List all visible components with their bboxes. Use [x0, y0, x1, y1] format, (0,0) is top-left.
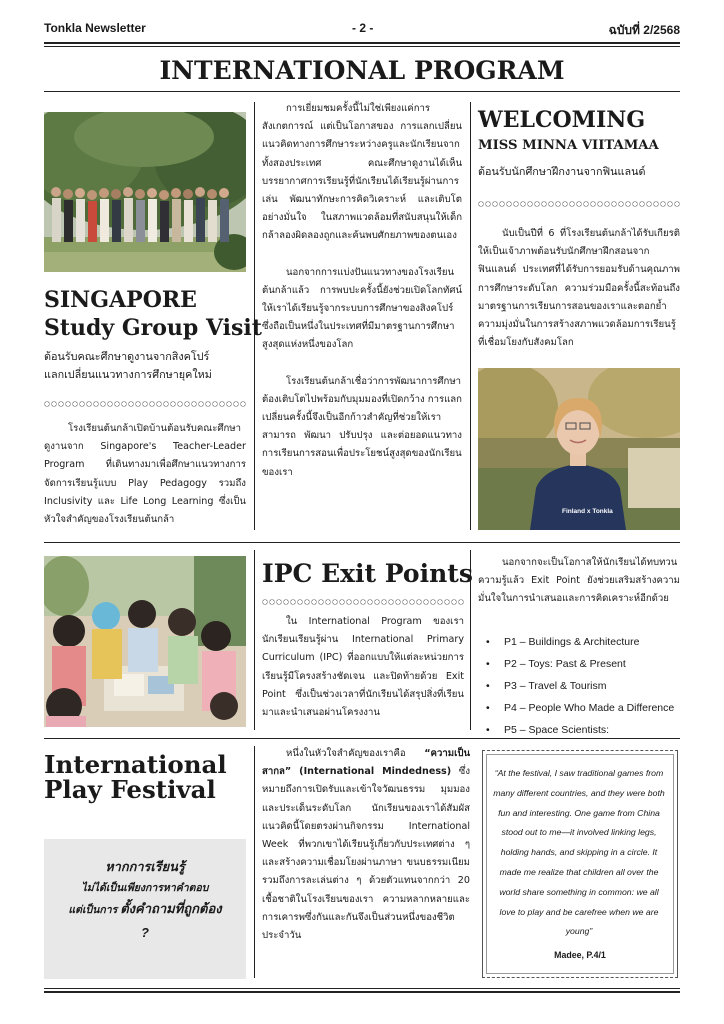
singapore-subtitle-line1: ต้อนรับคณะศึกษาดูงานจากสิงคโปร์	[44, 350, 210, 363]
singapore-body	[44, 420, 246, 547]
section-divider	[44, 738, 680, 739]
festival-title-line1: International	[44, 750, 227, 779]
festival-body-text	[262, 745, 470, 945]
ipc-students-photo	[44, 556, 246, 727]
box-line-3	[44, 898, 246, 921]
page-title: INTERNATIONAL PROGRAM	[159, 56, 565, 85]
ipc-point-item: • P2 – Toys: Past & Present	[478, 653, 680, 675]
quote-author: Madee, P.4/1	[554, 950, 606, 960]
welcoming-body-text: นับเป็นปีที่ 6 ที่โรงเรียนต้นกล้าได้รับเกียรติให้เป็นเจ้าภาพต้อนรับนักศึกษาฝึกสอนจากฟินแลนด์ ประเทศที่ได้รับการยอมรับด้านคุณภาพการศึกษาระดับโลก ความร่วมมือครั้งนี้สะท้อนถึงมาตรฐานการเรียนการสอนของเราและตอกย้ำความมุ่งมั่นในการสร้างสภาพแวดล้อมการเรียนรู้ที่เชื่อมโยงกับสังคมโลก	[478, 228, 680, 349]
wave-divider	[262, 598, 464, 606]
title-rule	[44, 91, 680, 92]
footer-rule-bottom	[44, 991, 680, 993]
box-line-1: หากการเรียนรู้	[105, 859, 185, 874]
newsletter-name: Tonkla Newsletter	[44, 21, 146, 35]
column-divider-left-mid	[254, 550, 255, 730]
singapore-title-line2: Study Group Visit	[44, 315, 262, 341]
singapore-title-line1: SINGAPORE	[44, 287, 197, 313]
student-quote: “At the festival, I saw traditional games from many different countries, and they were both fun and interesting. One game from China stood out to me—it involved linking legs, holding hands, and skipping in a circle. It made me realize that children all over the world share something in common: we all love to play and be carefree when we are young”	[493, 768, 665, 937]
welcoming-subtitle: MISS MINNA VIITAMAA	[478, 138, 659, 153]
ipc-right-body	[478, 554, 680, 627]
column-divider-right	[470, 102, 471, 530]
singapore-title	[44, 286, 262, 342]
issue-number: ฉบับที่ 2/2568	[608, 23, 680, 37]
ipc-title: IPC Exit Points	[262, 559, 473, 588]
welcoming-title: WELCOMING	[478, 107, 646, 133]
ipc-point-item: • P3 – Travel & Tourism	[478, 675, 680, 697]
festival-body-lead: หนึ่งในหัวใจสำคัญของเราคือ	[286, 748, 425, 759]
box-line-2: ไม่ได้เป็นเพียงการหาคำตอบ	[81, 882, 209, 894]
ipc-point-item: • P4 – People Who Made a Difference	[478, 697, 680, 719]
festival-title-line2: Play Festival	[44, 775, 216, 804]
minna-portrait-photo	[478, 368, 680, 530]
festival-body-rest: ซึ่งหมายถึงการเปิดรับและเข้าใจวัฒนธรรม มุมมอง และประเด็นระดับโลก นักเรียนของเราได้สัมผัสแนวคิดนี้โดยตรงผ่านกิจกรรม International Week ที่พวกเขาได้เรียนรู้เกี่ยวกับประเทศต่าง ๆ และสร้างความเชื่อมโยงผ่านภาษา ขนบธรรมเนียม รวมถึงการละเล่นต่าง ๆ ด้วยตัวแทนจากกว่า 20 เชื้อชาติในโรงเรียนของเรา ความหลากหลายและการเคารพซึ่งกันและกันจึงเป็นส่วนหนึ่งของชีวิตประจำวัน	[262, 766, 471, 942]
ipc-points-list	[478, 631, 680, 741]
singapore-body-text: โรงเรียนต้นกล้าเปิดบ้านต้อนรับคณะศึกษาดูงานจาก Singapore's Teacher-Leader Program ที่เดินทางมาเพื่อศึกษาแนวทางการจัดการเรียนรู้แบบ Play Pedagogy รวมถึง Inclusivity และ Life Long Learning ซึ่งเป็นหัวใจสำคัญของโรงเรียนต้นกล้า	[44, 423, 246, 526]
footer-rule-top	[44, 988, 680, 989]
middle-paragraph-2: นอกจากการแบ่งปันแนวทางของโรงเรียนต้นกล้าแล้ว การพบปะครั้งนี้ยังช่วยเปิดโลกทัศน์ให้เราได้เรียนรู้จากระบบการศึกษาของสิงคโปร์ ซึ่งถือเป็นหนึ่งในประเทศที่มีมาตรฐานการศึกษาสูงสุดแห่งหนึ่งของโลก	[262, 266, 462, 351]
column-divider-left-bottom	[254, 746, 255, 978]
box-line-3-emphasis: ตั้งคำถามที่ถูกต้อง	[120, 901, 222, 916]
header-rule-bottom	[44, 46, 680, 47]
singapore-subtitle	[44, 348, 248, 384]
festival-body	[262, 745, 470, 963]
ipc-right-text: นอกจากจะเป็นโอกาสให้นักเรียนได้ทบทวนความรู้แล้ว Exit Point ยังช่วยเสริมสร้างความมั่นใจในการนำเสนอและการคิดเคราะห์อีกด้วย	[478, 557, 680, 605]
section-divider	[44, 542, 680, 543]
ipc-body	[262, 613, 464, 740]
box-line-4: ?	[141, 925, 149, 940]
singapore-subtitle-line2: แลกเปลี่ยนแนวทางการศึกษายุคใหม่	[44, 368, 212, 381]
ipc-body-text: ใน International Program ของเรา นักเรียนเรียนรู้ผ่าน International Primary Curriculum (IPC) ที่ออกแบบให้แต่ละหน่วยการเรียนรู้มีโครงสร้างชัดเจน และปิดท้ายด้วย Exit Point ซึ่งเป็นช่วงเวลาที่นักเรียนได้สรุปสิ่งที่เรียนมาและนำเสนอผ่านโครงงาน	[262, 616, 464, 719]
page-number: - 2 -	[352, 21, 374, 35]
singapore-group-photo	[44, 112, 246, 272]
festival-title	[44, 752, 227, 802]
box-line-3-lead: แต่เป็นการ	[68, 904, 121, 916]
wave-divider	[478, 200, 680, 208]
header-rule-top	[44, 42, 680, 44]
middle-column-body	[262, 100, 462, 500]
wave-divider	[44, 400, 246, 408]
ipc-point-item: • P1 – Buildings & Architecture	[478, 631, 680, 653]
welcoming-thai-subtitle: ต้อนรับนักศึกษาฝึกงานจากฟินแลนด์	[478, 165, 646, 178]
middle-paragraph-3: โรงเรียนต้นกล้าเชื่อว่าการพัฒนาการศึกษาต้องเติบโตไปพร้อมกับมุมมองที่เปิดกว้าง การแลกเปลี่ยนครั้งนี้จึงเป็นอีกก้าวสำคัญที่ช่วยให้เราสามารถ พัฒนา ปรับปรุง และต่อยอดแนวทางการเรียนการสอนเพื่อประโยชน์สูงสุดของนักเรียนของเรา	[262, 375, 462, 478]
festival-question-box	[44, 839, 246, 979]
middle-paragraph-1: การเยี่ยมชมครั้งนี้ไม่ใช่เพียงแค่การสังเกตการณ์ แต่เป็นโอกาสของ การแลกเปลี่ยนแนวคิดทางการศึกษาระหว่างครูและนักเรียนจากทั้งสองประเทศ คณะศึกษาดูงานได้เห็นบรรยากาศการเรียนรู้ที่นักเรียนได้เรียนรู้ผ่านการเล่น พัฒนาทักษะการคิดวิเคราะห์ และเติบโตอย่างมั่นใจ ในสภาพแวดล้อมที่สนับสนุนให้เด็กกล้าลองผิดลองถูกและค้นพบศักยภาพของตนเอง	[262, 103, 462, 242]
shirt-logo-text: Finland x Tonkla	[562, 508, 613, 515]
welcoming-body	[478, 225, 680, 370]
ipc-point-item: • P5 – Space Scientists:	[478, 719, 680, 741]
festival-body-bold: “ความเป็นสากล” (International Mindedness)	[262, 748, 470, 778]
